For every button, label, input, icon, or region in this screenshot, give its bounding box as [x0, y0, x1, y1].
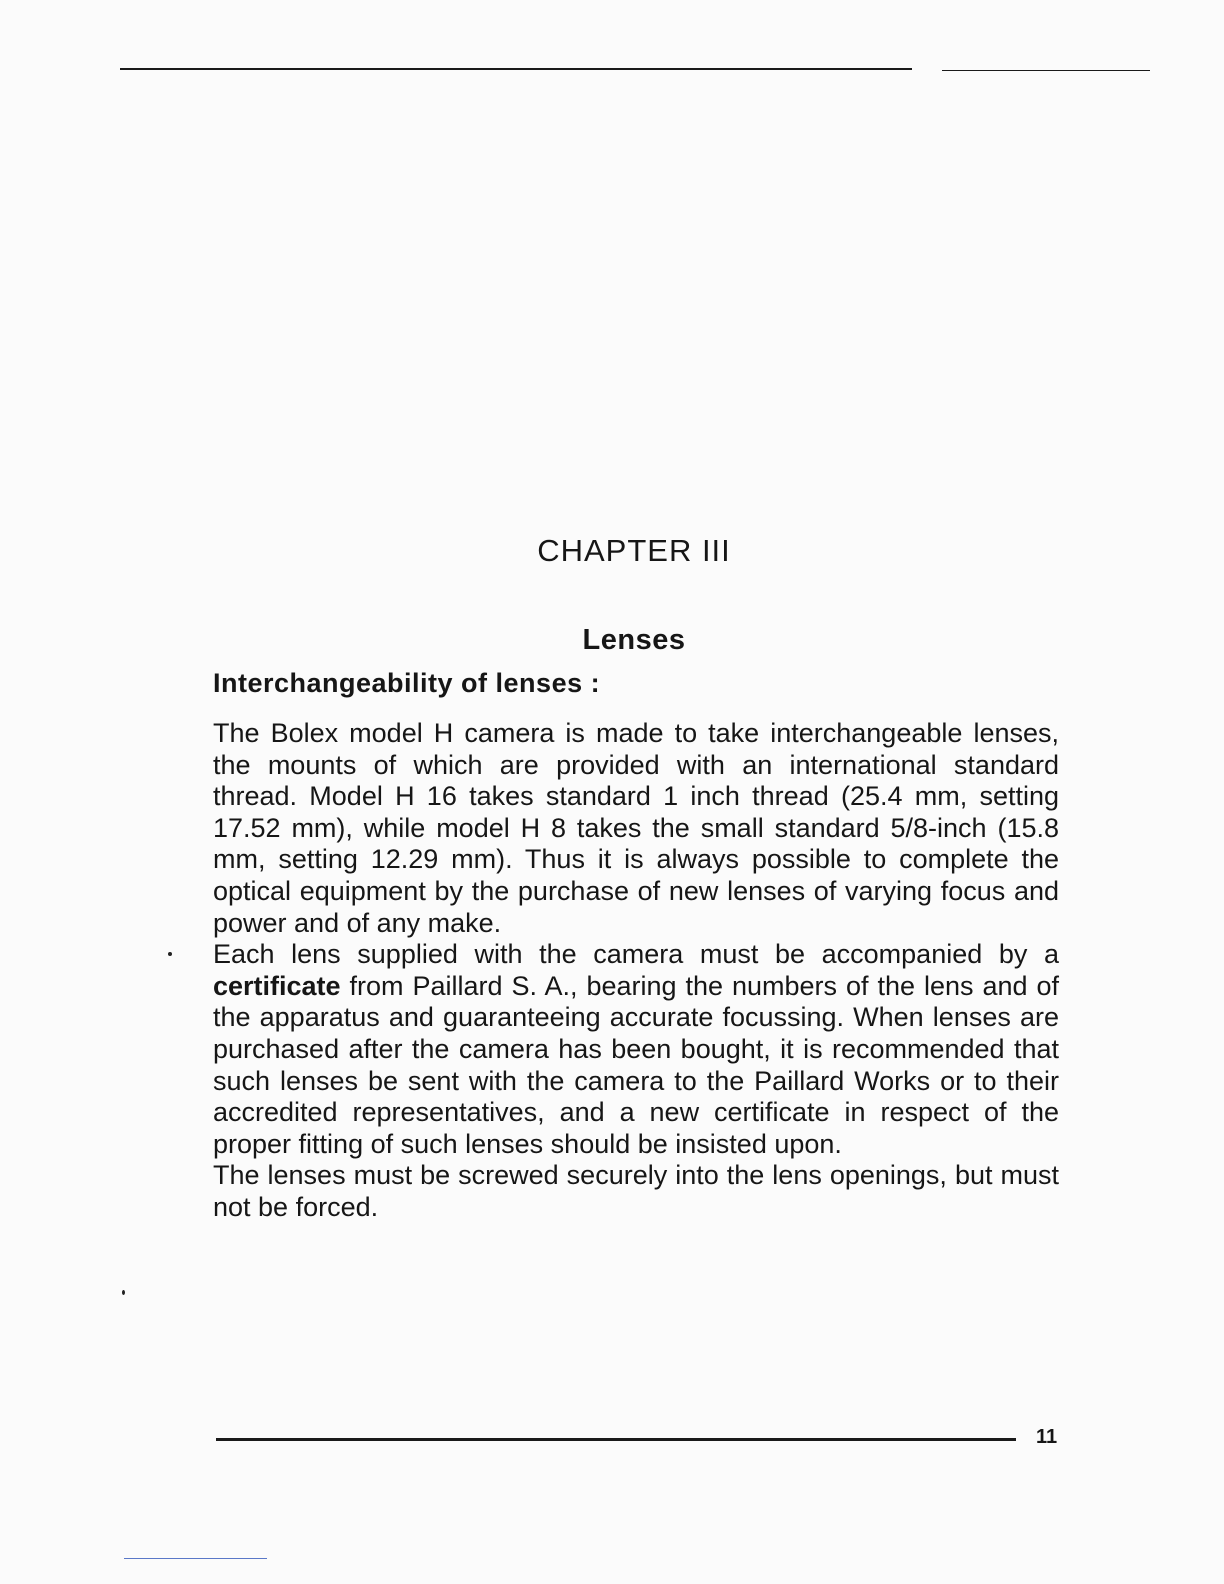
certificate-term: certificate [213, 970, 341, 1001]
section-title: Lenses [582, 624, 686, 657]
scan-artifact-line [124, 1558, 267, 1559]
paragraph-2-end: from Paillard S. A., bearing the numbers of the lens and of the apparatus and guaranteeing accurate focussing. When lenses are purchased after the camera has been bought, it is recommended that such lenses be sent with the camera to the Paillard Works or to their accredited representatives, and a new certificate in respect of the proper fitting of such lenses should be insisted upon. [213, 970, 1059, 1159]
margin-speck [122, 1290, 125, 1295]
paragraph-2-start: Each lens supplied with the camera must be accompanied by a [213, 939, 1059, 970]
top-rule [120, 68, 912, 70]
body-text [213, 718, 1059, 1224]
top-rule-right [942, 70, 1150, 71]
paragraph-2 [213, 939, 1059, 1160]
chapter-title: CHAPTER III [537, 532, 731, 568]
paragraph-1: The Bolex model H camera is made to take interchangeable lenses, the mounts of which are provided with an international standard thread. Model H 16 takes standard 1 inch thread (25.4 mm, setting 17.52 mm), while model H 8 takes the small standard 5/8-inch (15.8 mm, setting 12.29 mm). Thus it is always possible to complete the optical equipment by the purchase of new lenses of varying focus and power and of any make. [213, 718, 1059, 938]
margin-speck [168, 952, 172, 956]
paragraph-3: The lenses must be screwed securely into the lens openings, but must not be forced. [213, 1160, 1059, 1222]
page-number: 11 [1036, 1426, 1058, 1448]
subsection-heading: Interchangeability of lenses : [213, 668, 601, 698]
footer-rule [216, 1438, 1016, 1441]
